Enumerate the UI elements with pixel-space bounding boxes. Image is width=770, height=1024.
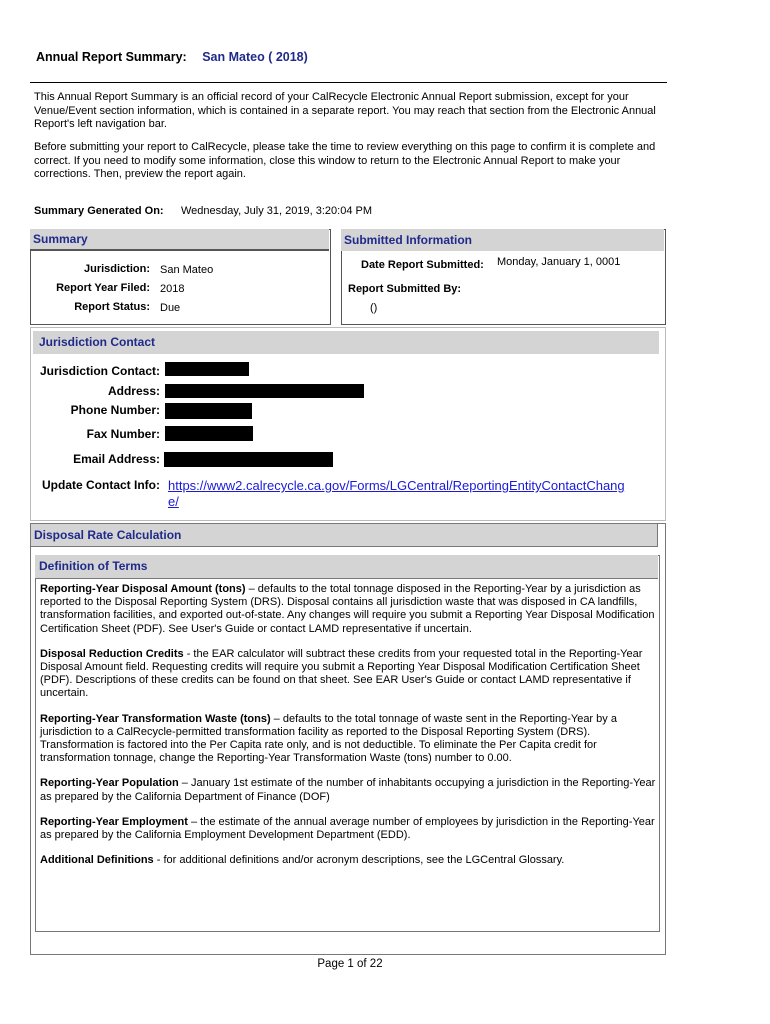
definition-term: Reporting-Year Population — [40, 777, 179, 790]
definition-item — [40, 648, 658, 701]
update-contact-link-line-2[interactable]: e/ — [168, 494, 179, 509]
contact-name-label: Jurisdiction Contact: — [39, 364, 160, 378]
definition-text: - the EAR calculator will subtract these credits from your requested total in the Reporting-Year Disposal Amount field. Requesting credits will require you submit a Reporting Year Disposal Modification Certification Sheet (PDF). Descriptions of these credits can be found on that sheet. See EAR User's Guide or contact LAMD representative if uncertain. — [40, 647, 643, 700]
definition-term: Disposal Reduction Credits — [40, 647, 184, 660]
jurisdiction-value: San Mateo — [160, 264, 214, 276]
status-value: Due — [160, 302, 181, 314]
definition-term: Additional Definitions — [40, 854, 154, 867]
page-title — [36, 50, 308, 64]
summary-heading: Summary — [30, 229, 329, 251]
definition-item — [40, 777, 658, 803]
jurisdiction-label: Jurisdiction: — [83, 263, 150, 275]
definition-text: – January 1st estimate of the number of inhabitants occupying a jurisdiction in the Reporting-Year as prepared by the California Department of Finance (DOF) — [40, 777, 656, 803]
redaction-contact-name — [165, 362, 249, 376]
address-label: Address: — [107, 384, 160, 398]
year-value: 2018 — [160, 283, 185, 295]
definition-text: – defaults to the total tonnage of waste sent in the Reporting-Year by a jurisdiction to a CalRecycle-permitted transformation facility as reported to the Disposal Reporting System (DRS). Transformation is factored into the Per Capita rate only, and is not deductible. To eliminate the Per Capita credit for transformation tonnage, change the Reporting-Year Transformation Waste (tons) number to 0.00. — [40, 712, 617, 765]
contact-heading: Jurisdiction Contact — [33, 331, 659, 354]
redaction-fax — [165, 426, 253, 441]
divider — [30, 82, 667, 83]
date-submitted-label: Date Report Submitted: — [361, 259, 484, 271]
update-contact-link-line-1[interactable]: https://www2.calrecycle.ca.gov/Forms/LGCentral/ReportingEntityContactChang — [168, 478, 625, 493]
definition-item — [40, 713, 658, 766]
definition-item — [40, 583, 658, 636]
title-label: Annual Report Summary: — [36, 50, 187, 64]
email-label: Email Address: — [73, 452, 160, 466]
generated-label: Summary Generated On: — [34, 205, 164, 217]
jurisdiction-year: San Mateo ( 2018) — [202, 50, 308, 64]
submitted-by-value: () — [370, 302, 378, 314]
definition-text: – defaults to the total tonnage disposed in the Reporting-Year by a jurisdiction as reported to the Disposal Reporting System (DRS). Disposal contains all jurisdiction waste that was disposed in CA landfills, transformation facilities, and exported out-of-state. Any changes will require you submit a Reporting Year Disposal Modification Certification Sheet (PDF). See User's Guide or contact LAMD representative if uncertain. — [40, 583, 655, 635]
date-submitted-value: Monday, January 1, 0001 — [497, 256, 621, 268]
redaction-email — [164, 452, 333, 467]
definition-term: Reporting-Year Disposal Amount (tons) — [40, 583, 246, 595]
definition-text: – the estimate of the annual average number of employees by jurisdiction in the Reporting-Year as prepared by the California Employment Development Department (EDD). — [40, 815, 655, 842]
definition-item — [40, 816, 658, 842]
fax-label: Fax Number: — [86, 427, 160, 441]
definition-item — [40, 854, 658, 867]
definitions-list — [40, 583, 658, 879]
intro-paragraph-2: Before submitting your report to CalRecycle, please take the time to review everything on this page to confirm it is complete and correct. If you need to modify some information, close this window to return to the Electronic Annual Report to make your corrections. Then, preview the report again. — [34, 141, 656, 180]
definition-text: - for additional definitions and/or acronym descriptions, see the LGCentral Glossary. — [153, 854, 565, 867]
disposal-heading: Disposal Rate Calculation — [30, 523, 658, 547]
redaction-phone — [165, 403, 252, 419]
submitted-by-label: Report Submitted By: — [348, 283, 462, 295]
redaction-address — [165, 384, 364, 398]
generated-value: Wednesday, July 31, 2019, 3:20:04 PM — [181, 205, 372, 217]
update-contact-link[interactable] — [168, 478, 663, 510]
year-label: Report Year Filed: — [56, 282, 150, 294]
page-number: Page 1 of 22 — [317, 958, 383, 970]
status-label: Report Status: — [74, 301, 150, 313]
definition-term: Reporting-Year Employment — [40, 815, 188, 828]
definition-term: Reporting-Year Transformation Waste (tons) — [40, 712, 271, 725]
phone-label: Phone Number: — [70, 403, 160, 417]
update-contact-label: Update Contact Info: — [42, 478, 160, 492]
definitions-heading: Definition of Terms — [35, 555, 658, 579]
submitted-heading: Submitted Information — [341, 229, 664, 251]
intro-paragraph-1: This Annual Report Summary is an official record of your CalRecycle Electronic Annual Report submission, except for your Venue/Event section information, which is contained in a separate report. You may reach that section from the Electronic Annual Report's left navigation bar. — [34, 91, 656, 130]
